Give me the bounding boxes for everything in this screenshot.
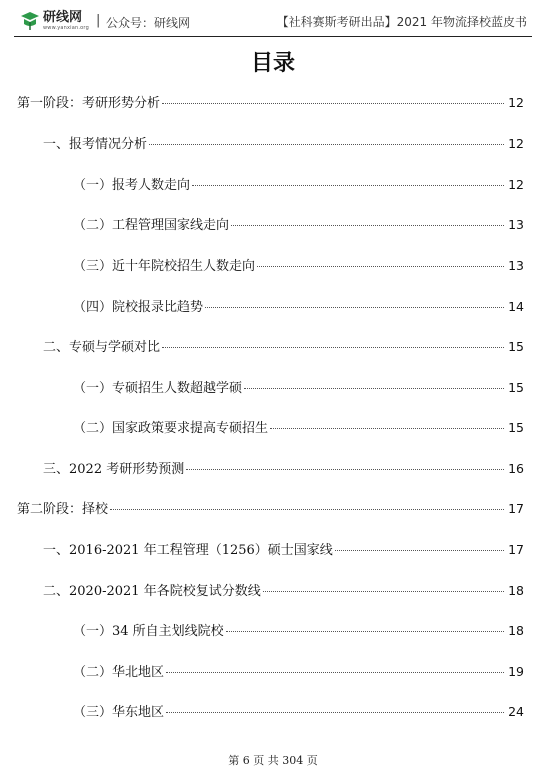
toc-entry[interactable] (43, 337, 524, 357)
toc-leader (205, 307, 504, 308)
toc-leader (162, 347, 504, 348)
toc-entry[interactable] (43, 459, 524, 479)
toc-page-number: 17 (508, 501, 524, 516)
toc-leader (335, 550, 504, 551)
toc-entry-label: （二）工程管理国家线走向 (73, 218, 230, 233)
toc-entry[interactable] (17, 499, 524, 519)
toc-entry[interactable] (43, 134, 524, 154)
toc-leader (162, 103, 504, 104)
toc-entry-label: 第一阶段：考研形势分析 (17, 96, 161, 111)
toc-entry[interactable] (73, 662, 524, 682)
toc-leader (166, 672, 504, 673)
toc-leader (257, 266, 504, 267)
toc-leader (186, 469, 504, 470)
toc-page-number: 18 (508, 623, 524, 638)
toc-leader (226, 631, 504, 632)
toc-leader (192, 185, 504, 186)
page-title: 目录 (250, 51, 295, 76)
toc-leader (244, 388, 504, 389)
toc-page-number: 17 (508, 542, 524, 557)
toc-entry-label: 一、报考情况分析 (43, 137, 148, 152)
toc-entry[interactable] (73, 256, 524, 276)
wechat-account: 公众号：研线网 (106, 16, 191, 30)
toc-leader (263, 591, 504, 592)
yanxian-logo-icon (20, 11, 40, 31)
toc-entry[interactable] (73, 621, 524, 641)
toc-entry[interactable] (73, 418, 524, 438)
toc-page-number: 18 (508, 583, 524, 598)
toc-page-number: 12 (508, 177, 524, 192)
toc-entry-label: 一、2016-2021 年工程管理（1256）硕士国家线 (43, 543, 333, 558)
header-rule (14, 36, 532, 37)
logo (20, 10, 89, 34)
toc-entry-label: （三）华东地区 (73, 705, 165, 720)
toc-page-number: 13 (508, 258, 524, 273)
toc-entry-label: （二）国家政策要求提高专硕招生 (73, 421, 269, 436)
toc-page-number: 15 (508, 420, 524, 435)
toc-page-number: 24 (508, 704, 524, 719)
toc-page-number: 13 (508, 217, 524, 232)
toc-entry-label: 二、2020-2021 年各院校复试分数线 (43, 584, 261, 599)
toc-entry-label: 三、2022 考研形势预测 (43, 462, 185, 477)
toc-entry[interactable] (73, 378, 524, 398)
page-footer: 第 6 页 共 304 页 (228, 754, 318, 767)
toc-page-number: 12 (508, 136, 524, 151)
toc-entry[interactable] (73, 297, 524, 317)
toc-entry-label: （一）专硕招生人数超越学硕 (73, 381, 243, 396)
logo-url: www.yanxian.org (43, 25, 89, 31)
toc-entry[interactable] (43, 581, 524, 601)
toc-page-number: 16 (508, 461, 524, 476)
toc-entry-label: （三）近十年院校招生人数走向 (73, 259, 256, 274)
header-book-title: 【社科赛斯考研出品】2021 年物流择校蓝皮书 (276, 15, 527, 29)
toc-leader (110, 509, 504, 510)
page-header (0, 0, 546, 40)
toc-entry[interactable] (43, 540, 524, 560)
toc-entry[interactable] (73, 175, 524, 195)
toc-page-number: 19 (508, 664, 524, 679)
toc-leader (231, 225, 504, 226)
toc-leader (149, 144, 504, 145)
toc-entry-label: （二）华北地区 (73, 665, 165, 680)
toc-entry[interactable] (73, 215, 524, 235)
toc-entry[interactable] (17, 93, 524, 113)
toc-entry-label: （一）报考人数走向 (73, 178, 191, 193)
toc-leader (270, 428, 504, 429)
toc-page-number: 15 (508, 339, 524, 354)
toc-entry[interactable] (73, 702, 524, 722)
toc-entry-label: 第二阶段：择校 (17, 502, 109, 517)
toc-entry-label: （四）院校报录比趋势 (73, 300, 204, 315)
logo-name: 研线网 (43, 10, 83, 25)
header-separator: | (96, 13, 101, 28)
toc-page-number: 15 (508, 380, 524, 395)
toc-entry-label: （一）34 所自主划线院校 (73, 624, 224, 639)
toc-page-number: 12 (508, 95, 524, 110)
toc-entry-label: 二、专硕与学硕对比 (43, 340, 161, 355)
toc-page-number: 14 (508, 299, 524, 314)
toc-leader (166, 712, 504, 713)
